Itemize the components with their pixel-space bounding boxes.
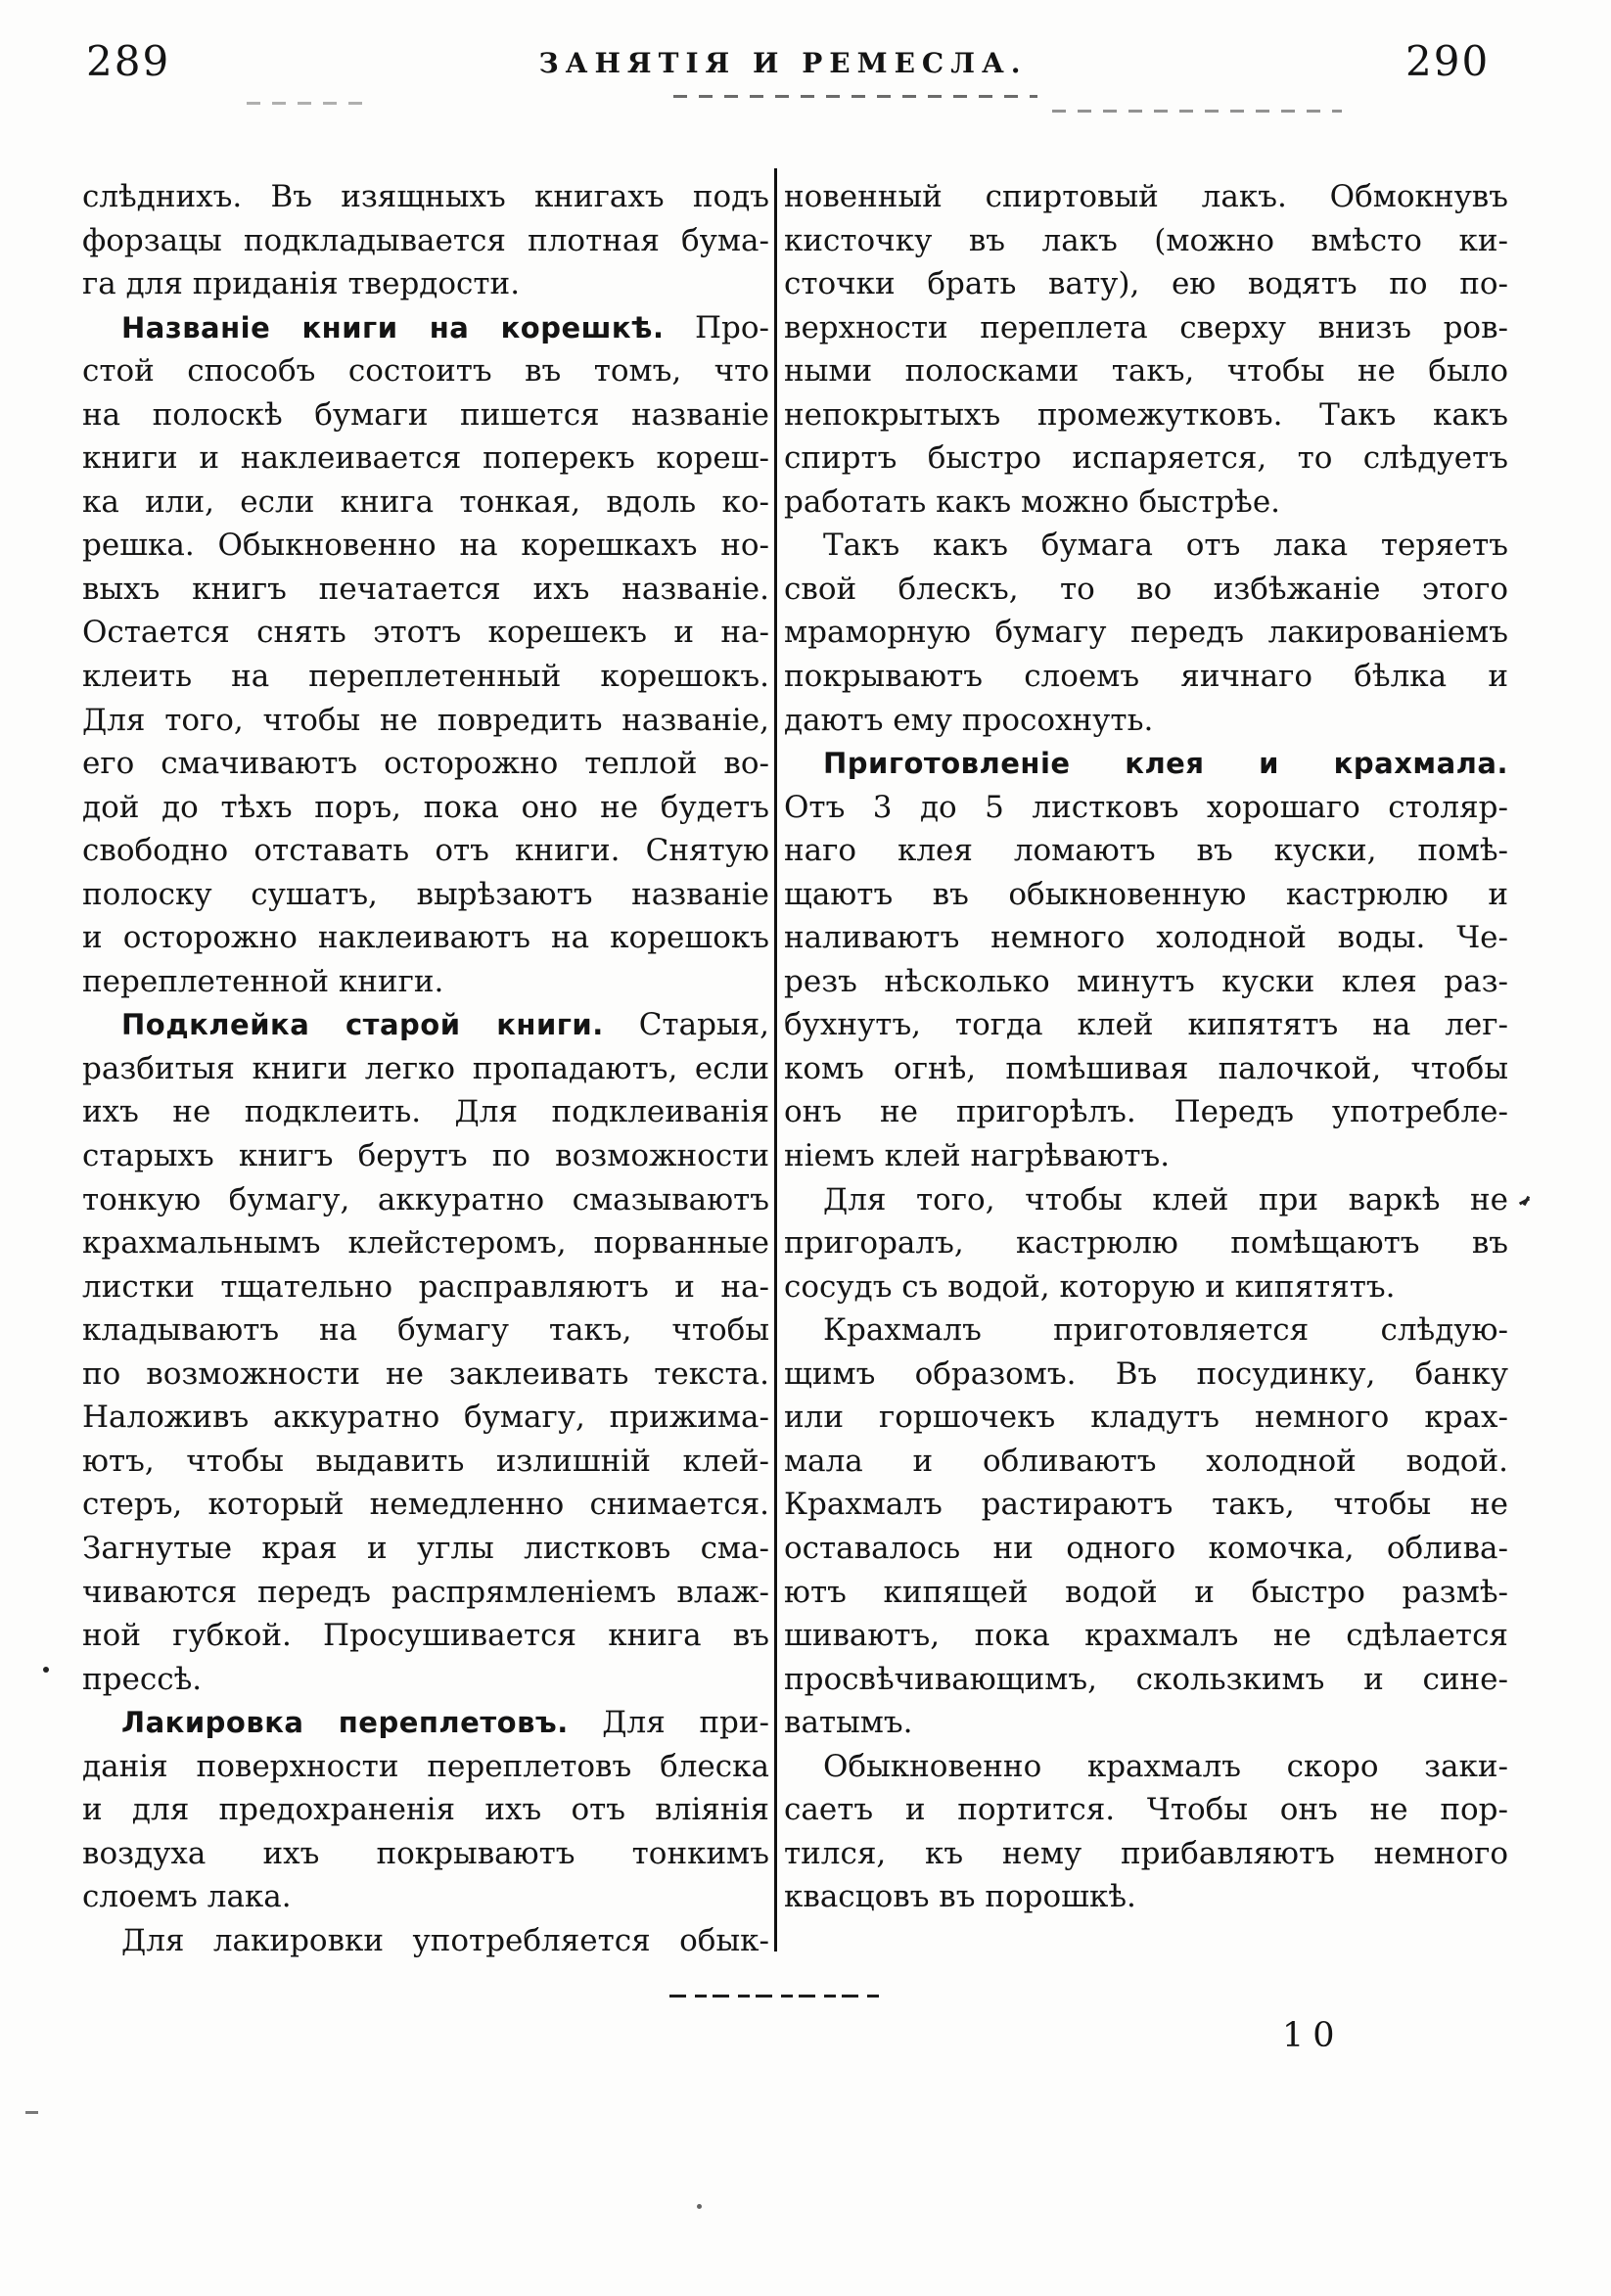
line-text: бухнутъ, тогда клей кипятятъ на лег- <box>784 1007 1508 1043</box>
text-line <box>82 1047 769 1091</box>
line-text: ными полосками такъ, чтобы не было <box>784 353 1508 390</box>
text-line <box>784 699 1508 743</box>
text-line <box>784 1265 1508 1309</box>
text-line <box>82 655 769 699</box>
text-line <box>82 916 769 960</box>
text-line <box>784 1353 1508 1397</box>
line-text: разбитыя книги легко пропадаютъ, если <box>82 1050 769 1086</box>
text-line <box>784 1483 1508 1527</box>
line-text: Остается снять этотъ корешекъ и на- <box>82 615 769 651</box>
text-line <box>784 1440 1508 1484</box>
text-line <box>82 742 769 786</box>
text-line <box>82 306 769 350</box>
inline-heading: Названіе книги на корешкѣ. <box>121 310 665 344</box>
text-line <box>784 568 1508 612</box>
text-line <box>784 655 1508 699</box>
text-line <box>82 1178 769 1222</box>
text-line <box>82 960 769 1004</box>
ink-speck <box>25 2111 38 2114</box>
text-line <box>82 1003 769 1047</box>
text-line <box>82 1788 769 1832</box>
text-line <box>784 916 1508 960</box>
line-text: га для приданія твердости. <box>82 266 521 302</box>
text-line <box>784 742 1508 786</box>
text-line <box>784 1571 1508 1615</box>
text-line <box>784 960 1508 1004</box>
header-smudge-line <box>673 95 1037 98</box>
text-line <box>82 349 769 393</box>
line-text: Загнутые края и углы листковъ сма- <box>82 1530 769 1566</box>
text-line <box>784 436 1508 481</box>
line-text: пригоралъ, кастрюлю помѣщаютъ въ <box>784 1225 1508 1262</box>
line-text: комъ огнѣ, помѣшивая палочкой, чтобы <box>784 1050 1508 1086</box>
line-text: свободно отставать отъ книги. Снятую <box>82 833 769 869</box>
line-text: Обыкновенно крахмалъ скоро заки- <box>823 1748 1508 1784</box>
text-line <box>784 1745 1508 1789</box>
line-text: покрываютъ слоемъ яичнаго бѣлка и <box>784 659 1508 695</box>
inline-heading: Подклейка старой книги. <box>121 1008 604 1042</box>
text-line <box>82 1919 769 1963</box>
text-line <box>784 1701 1508 1745</box>
line-text: Старыя, <box>603 1007 769 1043</box>
line-text: стеръ, который немедленно снимается. <box>82 1487 769 1523</box>
line-text: квасцовъ въ порошкѣ. <box>784 1879 1136 1915</box>
text-line <box>784 1396 1508 1440</box>
column-divider-rule <box>774 168 777 1952</box>
text-line <box>82 1658 769 1702</box>
text-line <box>784 349 1508 393</box>
line-text: оставалось ни одного комочка, облива- <box>784 1530 1508 1566</box>
line-text: форзацы подкладывается плотная бума- <box>82 222 769 258</box>
text-line <box>82 611 769 655</box>
ink-speck <box>1523 1196 1530 1206</box>
text-line <box>82 1875 769 1919</box>
text-line <box>82 1701 769 1745</box>
text-line <box>82 1309 769 1353</box>
text-line <box>82 219 769 263</box>
text-line <box>82 524 769 568</box>
text-line <box>82 1221 769 1265</box>
ink-speck <box>697 2204 702 2209</box>
text-line <box>82 1265 769 1309</box>
line-text: свой блескъ, то во избѣжаніе этого <box>784 571 1508 607</box>
text-line <box>82 873 769 917</box>
text-line <box>784 1134 1508 1178</box>
text-line <box>82 699 769 743</box>
inline-heading: Лакировка переплетовъ. <box>121 1706 569 1740</box>
line-text: сточки брать вату), ею водятъ по по- <box>784 266 1508 302</box>
line-text: Наложивъ аккуратно бумагу, прижима- <box>82 1400 769 1436</box>
text-line <box>82 1396 769 1440</box>
line-text: наго клея ломаютъ въ куски, помѣ- <box>784 833 1508 869</box>
line-text: ніемъ клей нагрѣваютъ. <box>784 1138 1171 1174</box>
line-text: Отъ 3 до 5 листковъ хорошаго столяр- <box>784 789 1508 825</box>
line-text: решка. Обыкновенно на корешкахъ но- <box>82 528 769 564</box>
line-text: слоемъ лака. <box>82 1879 292 1915</box>
line-text: даютъ ему просохнуть. <box>784 702 1154 738</box>
line-text: ватымъ. <box>784 1705 913 1741</box>
line-text: ка или, если книга тонкая, вдоль ко- <box>82 483 769 520</box>
page-number-right: 290 <box>1405 37 1491 85</box>
line-text: клеить на переплетенный корешокъ. <box>82 659 769 695</box>
running-title: ЗАНЯТІЯ И РЕМЕСЛА. <box>538 47 1028 79</box>
line-text: переплетенной книги. <box>82 963 444 999</box>
line-text: прессѣ. <box>82 1661 203 1697</box>
line-text: наливаютъ немного холодной воды. Че- <box>784 920 1508 956</box>
text-line <box>784 1178 1508 1222</box>
page-number-left: 289 <box>86 37 171 85</box>
text-line <box>784 481 1508 525</box>
text-line <box>82 1745 769 1789</box>
line-text: листки тщательно расправляютъ и на- <box>82 1268 769 1305</box>
text-line <box>784 1309 1508 1353</box>
line-text: чиваются передъ распрямленіемъ влаж- <box>82 1574 769 1610</box>
line-text: Для при- <box>568 1705 769 1741</box>
text-line <box>82 393 769 437</box>
line-text: Для того, чтобы клей при варкѣ не <box>823 1181 1508 1217</box>
line-text: Для лакировки употребляется обык- <box>121 1922 769 1958</box>
text-line <box>82 175 769 219</box>
text-line <box>82 1353 769 1397</box>
text-line <box>784 829 1508 873</box>
line-text: верхности переплета сверху внизъ ров- <box>784 309 1508 345</box>
text-line <box>784 1090 1508 1134</box>
line-text: и осторожно наклеиваютъ на корешокъ <box>82 920 769 956</box>
text-line <box>82 1440 769 1484</box>
line-text: работать какъ можно быстрѣе. <box>784 483 1281 520</box>
line-text: ной губкой. Просушивается книга въ <box>82 1618 769 1654</box>
text-line <box>784 873 1508 917</box>
line-text: ютъ, чтобы выдавить излишній клей- <box>82 1443 769 1479</box>
line-text: новенный спиртовый лакъ. Обмокнувъ <box>784 179 1508 214</box>
text-line <box>82 262 769 306</box>
text-line <box>784 1788 1508 1832</box>
line-text: Про- <box>664 309 769 345</box>
line-text: щаютъ въ обыкновенную кастрюлю и <box>784 876 1508 912</box>
header-smudge-line <box>247 102 364 105</box>
line-text: Для того, чтобы не повредить названіе, <box>82 702 769 738</box>
line-text: саетъ и портится. Чтобы онъ не пор- <box>784 1792 1508 1828</box>
line-text: онъ не пригорѣлъ. Передъ употребле- <box>784 1094 1508 1130</box>
line-text: резъ нѣсколько минутъ куски клея раз- <box>784 963 1508 999</box>
text-line <box>82 481 769 525</box>
ink-speck <box>43 1667 49 1673</box>
text-line <box>82 1134 769 1178</box>
text-line <box>784 219 1508 263</box>
text-line <box>784 1614 1508 1658</box>
section-end-rule <box>669 1995 879 1998</box>
line-text: тонкую бумагу, аккуратно смазываютъ <box>82 1181 769 1217</box>
text-line <box>784 1832 1508 1876</box>
line-text: ютъ кипящей водой и быстро размѣ- <box>784 1574 1508 1610</box>
text-line <box>784 306 1508 350</box>
text-column-left <box>82 175 769 1962</box>
line-text: непокрытыхъ промежутковъ. Такъ какъ <box>784 396 1508 433</box>
line-text: старыхъ книгъ берутъ по возможности <box>82 1138 769 1174</box>
text-column-right <box>784 175 1508 1919</box>
header-smudge-line <box>1052 110 1342 113</box>
line-text: дой до тѣхъ поръ, пока оно не будетъ <box>82 789 769 825</box>
text-line <box>784 1527 1508 1571</box>
text-line <box>784 1221 1508 1265</box>
line-text: Крахмалъ растираютъ такъ, чтобы не <box>784 1487 1508 1523</box>
line-text: книги и наклеивается поперекъ кореш- <box>82 440 769 477</box>
inline-heading: Приготовленіе клея и крахмала. <box>823 747 1508 781</box>
text-line <box>82 1483 769 1527</box>
line-text: кисточку въ лакъ (можно вмѣсто ки- <box>784 222 1508 258</box>
line-text: шиваютъ, пока крахмалъ не сдѣлается <box>784 1618 1508 1654</box>
text-line <box>82 1571 769 1615</box>
text-line <box>784 524 1508 568</box>
line-text: сосудъ съ водой, которую и кипятятъ. <box>784 1268 1396 1305</box>
line-text: Крахмалъ приготовляется слѣдую- <box>823 1312 1508 1349</box>
line-text: спиртъ быстро испаряется, то слѣдуетъ <box>784 440 1508 477</box>
text-line <box>82 568 769 612</box>
line-text: мала и обливаютъ холодной водой. <box>784 1443 1508 1479</box>
line-text: слѣднихъ. Въ изящныхъ книгахъ подъ <box>82 179 769 214</box>
text-line <box>82 1832 769 1876</box>
line-text: на полоскѣ бумаги пишется названіе <box>82 396 769 433</box>
text-line <box>784 1658 1508 1702</box>
signature-mark: 10 <box>1282 2016 1344 2055</box>
line-text: кладываютъ на бумагу такъ, чтобы <box>82 1312 769 1349</box>
text-line <box>784 1047 1508 1091</box>
line-text: или горшочекъ кладутъ немного крах- <box>784 1400 1508 1436</box>
text-line <box>82 786 769 830</box>
line-text: Такъ какъ бумага отъ лака теряетъ <box>823 528 1508 564</box>
text-line <box>784 1003 1508 1047</box>
line-text: крахмальнымъ клейстеромъ, порванные <box>82 1225 769 1262</box>
line-text: полоску сушатъ, вырѣзаютъ названіе <box>82 876 769 912</box>
text-line <box>784 786 1508 830</box>
text-line <box>82 829 769 873</box>
line-text: данія поверхности переплетовъ блеска <box>82 1748 769 1784</box>
text-line <box>82 1614 769 1658</box>
text-line <box>82 1527 769 1571</box>
line-text: выхъ книгъ печатается ихъ названіе. <box>82 571 769 607</box>
text-line <box>82 436 769 481</box>
line-text: воздуха ихъ покрываютъ тонкимъ <box>82 1835 769 1871</box>
line-text: ихъ не подклеить. Для подклеиванія <box>82 1094 769 1130</box>
line-text: просвѣчивающимъ, скользкимъ и сине- <box>784 1661 1508 1697</box>
text-line <box>784 262 1508 306</box>
text-line <box>784 175 1508 219</box>
text-line <box>784 393 1508 437</box>
text-line <box>784 611 1508 655</box>
line-text: стой способъ состоитъ въ томъ, что <box>82 353 769 390</box>
line-text: его смачиваютъ осторожно теплой во- <box>82 746 769 782</box>
line-text: щимъ образомъ. Въ посудинку, банку <box>784 1355 1508 1392</box>
text-line <box>784 1875 1508 1919</box>
line-text: и для предохраненія ихъ отъ вліянія <box>82 1792 769 1828</box>
text-line <box>82 1090 769 1134</box>
line-text: мраморную бумагу передъ лакированіемъ <box>784 615 1508 651</box>
line-text: по возможности не заклеивать текста. <box>82 1355 769 1392</box>
line-text: тился, къ нему прибавляютъ немного <box>784 1835 1508 1871</box>
